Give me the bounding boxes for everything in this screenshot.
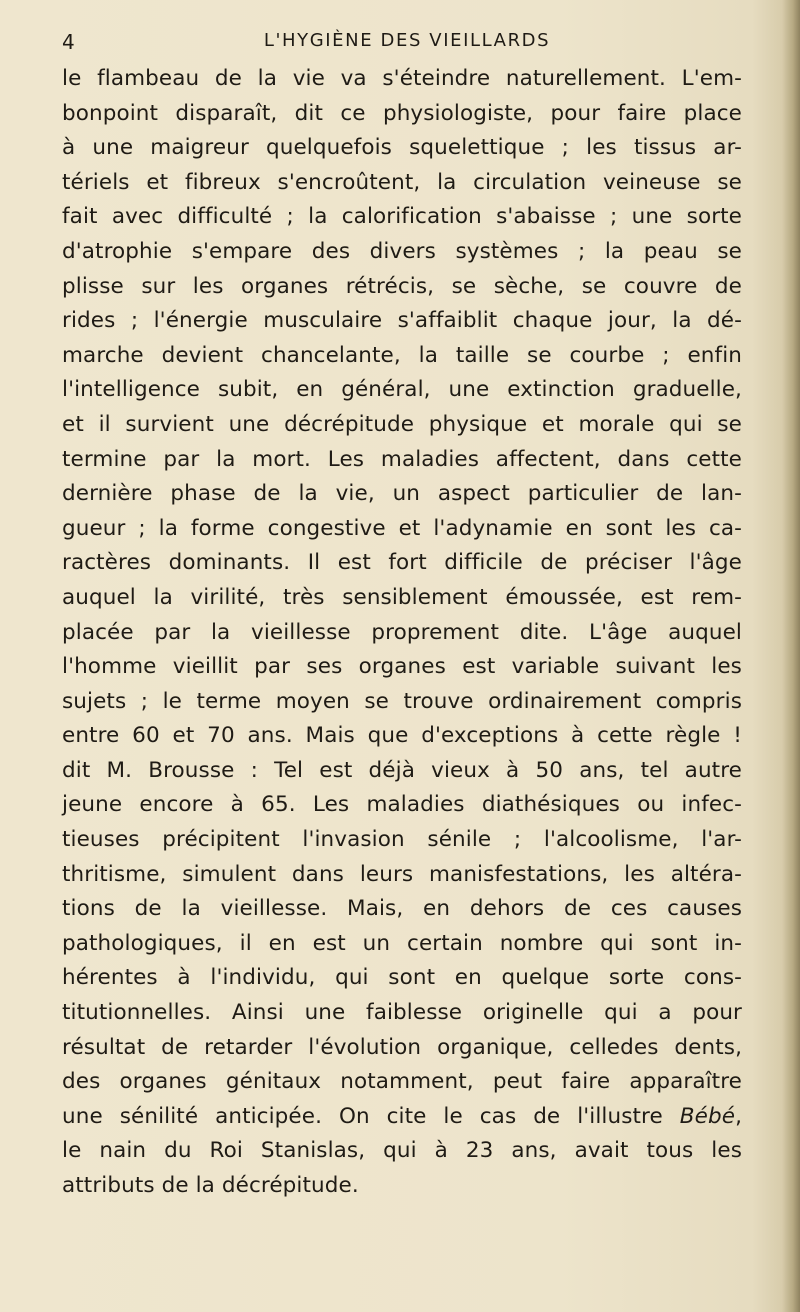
text-line: tieuses précipitent l'invasion sénile ; l'alcoolisme, l'ar- [62,827,742,853]
text-line: rides ; l'énergie musculaire s'affaiblit chaque jour, la dé- [62,308,742,334]
page-number: 4 [62,30,76,54]
text-line: titutionnelles. Ainsi une faiblesse originelle qui a pour [62,1000,742,1026]
text-line: hérentes à l'individu, qui sont en quelque sorte cons- [62,965,742,991]
running-head: L'HYGIÈNE DES VIEILLARDS [263,30,551,51]
text-line: d'atrophie s'empare des divers systèmes ; la peau se [62,238,742,264]
text-line: placée par la vieillesse proprement dite. L'âge auquel [62,619,742,645]
page-edge-shadow [782,0,800,1312]
text-line: dit M. Brousse : Tel est déjà vieux à 50 ans, tel autre [62,757,742,783]
text-line: jeune encore à 65. Les maladies diathésiques ou infec- [62,792,742,818]
text-line: tériels et fibreux s'encroûtent, la circulation veineuse se [62,169,742,195]
text-line: marche devient chancelante, la taille se courbe ; enfin [62,342,742,368]
text-line: attributs de la décrépitude. [62,1173,359,1198]
text-line: des organes génitaux notamment, peut faire apparaître [62,1069,742,1095]
text-line: l'intelligence subit, en général, une extinction graduelle, [62,377,742,403]
text-line: ractères dominants. Il est fort difficile de préciser l'âge [62,550,742,576]
text-line-with-italic [62,1100,742,1135]
text-line: le nain du Roi Stanislas, qui à 23 ans, avait tous les [62,1138,742,1164]
text-line: thritisme, simulent dans leurs manisfestations, les altéra- [62,861,742,887]
body-paragraph [62,62,742,1204]
text-line: plisse sur les organes rétrécis, se sèche, se couvre de [62,273,742,299]
text-line: et il survient une décrépitude physique et morale qui se [62,411,742,437]
text-line: entre 60 et 70 ans. Mais que d'exceptions à cette règle ! [62,723,742,749]
text-line: dernière phase de la vie, un aspect particulier de lan- [62,481,742,507]
text-segment: , [735,1103,742,1129]
text-line: auquel la virilité, très sensiblement émoussée, est rem- [62,584,742,610]
text-line: résultat de retarder l'évolution organique, celledes dents, [62,1034,742,1060]
text-line: bonpoint disparaît, dit ce physiologiste, pour faire place [62,100,742,126]
text-line: gueur ; la forme congestive et l'adynamie en sont les ca- [62,515,742,541]
text-line: termine par la mort. Les maladies affectent, dans cette [62,446,742,472]
text-line: fait avec difficulté ; la calorification s'abaisse ; une sorte [62,204,742,230]
page-header [62,30,752,60]
italic-name: Bébé [679,1103,736,1129]
text-line: pathologiques, il en est un certain nombre qui sont in- [62,930,742,956]
text-segment: une sénilité anticipée. On cite le cas de l'illustre [62,1103,680,1129]
text-line: tions de la vieillesse. Mais, en dehors de ces causes [62,896,742,922]
text-line: l'homme vieillit par ses organes est variable suivant les [62,654,742,680]
text-line: sujets ; le terme moyen se trouve ordinairement compris [62,688,742,714]
text-line: le flambeau de la vie va s'éteindre naturellement. L'em- [62,66,742,91]
text-line: à une maigreur quelquefois squelettique ; les tissus ar- [62,135,742,161]
